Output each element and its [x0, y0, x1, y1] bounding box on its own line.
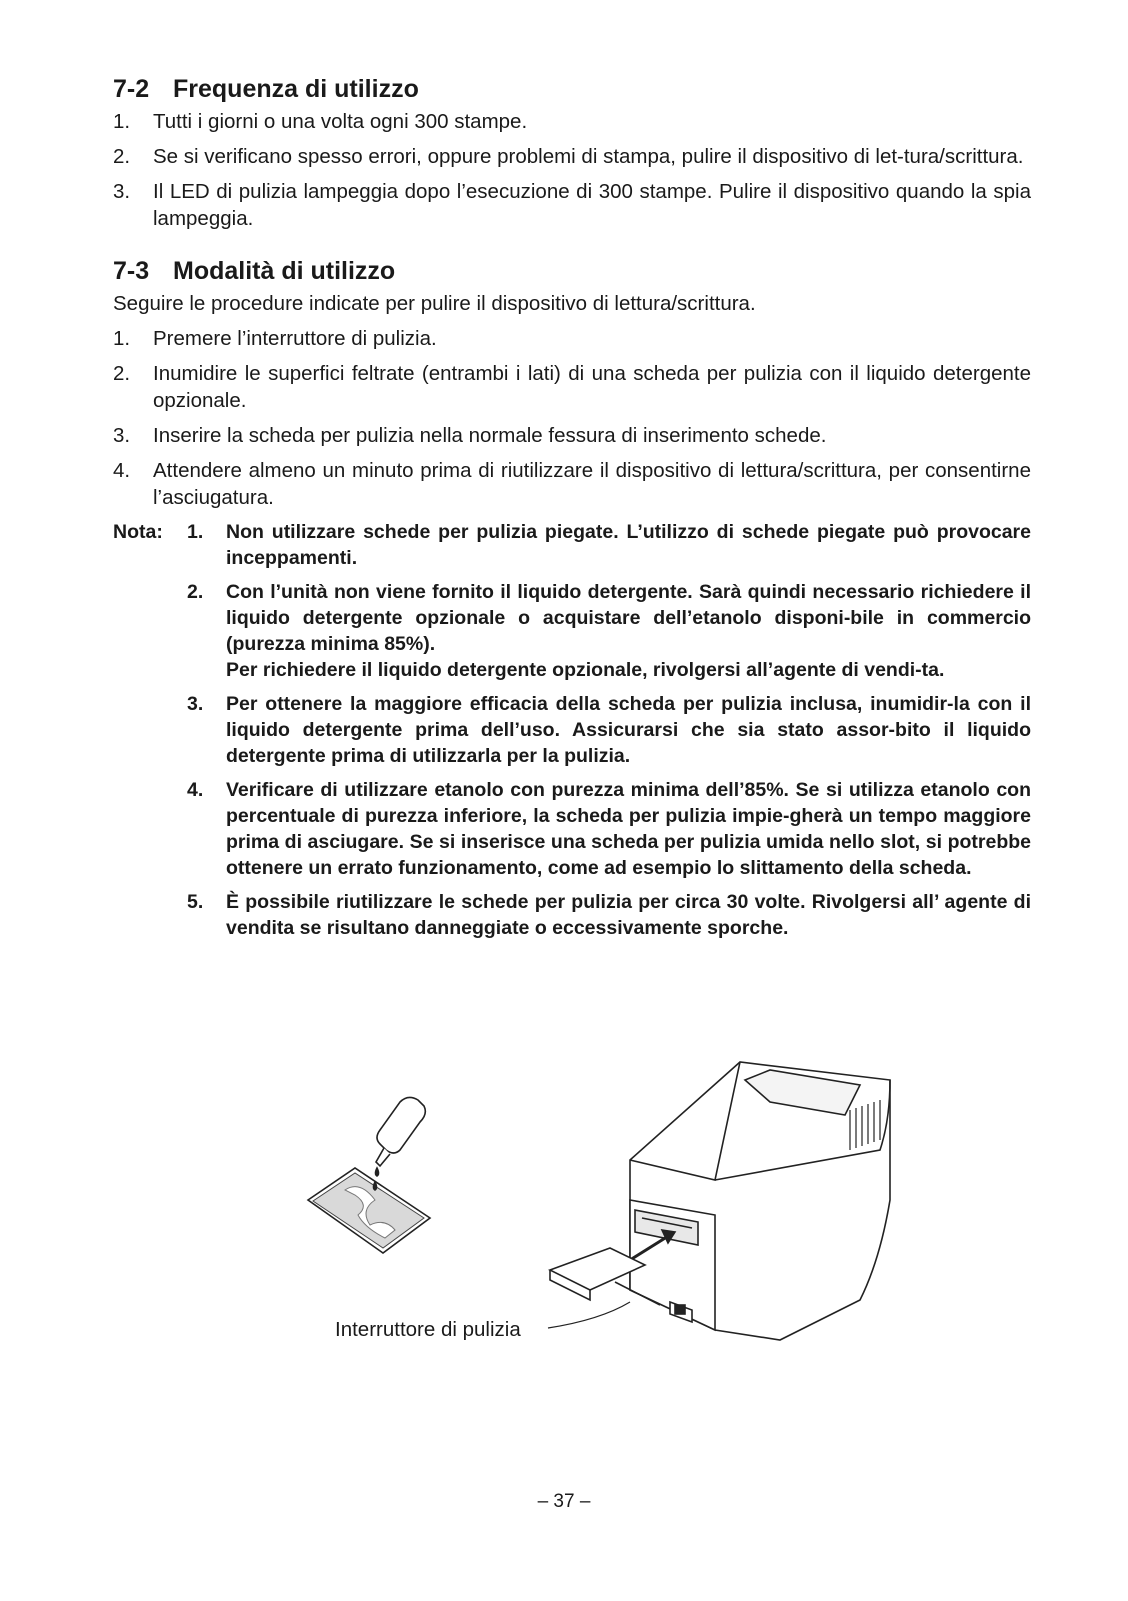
item-number: 3.: [113, 424, 131, 447]
section-intro: Seguire le procedure indicate per pulire il dispositivo di lettura/scrittura.: [113, 292, 756, 315]
item-text: Tutti i giorni o una volta ogni 300 stampe.: [153, 110, 528, 133]
note-text: Per ottenere la maggiore efficacia della scheda per pulizia inclusa, inumidir-la con il liquido detergente prima dell’uso. Assicurarsi che sia stato assor-bito il liquido detergente prima di utilizzarla per la pulizia.: [226, 693, 1031, 767]
section-title: Modalità di utilizzo: [173, 257, 396, 285]
page-content: [113, 74, 1031, 949]
item-text: Inumidire le superfici feltrate (entrambi i lati) di una scheda per pulizia con il liquido detergente opzionale.: [153, 362, 1031, 412]
item-number: 3.: [113, 180, 131, 203]
note-number: 4.: [187, 779, 204, 801]
note-text: Con l’unità non viene fornito il liquido detergente. Sarà quindi necessario richiedere il liquido detergente opzionale o acquistare dell’etanolo disponi-bile in commercio (purezza minima 85%).: [226, 581, 1031, 655]
notes-label: Nota:: [113, 521, 163, 543]
notes-list: [113, 519, 1031, 941]
list-item: [113, 457, 1031, 511]
procedure-list: [113, 325, 1031, 511]
note-text: Verificare di utilizzare etanolo con purezza minima dell’85%. Se si utilizza etanolo con percentuale di purezza inferiore, la scheda per pulizia impie-gherà un tempo maggiore prima di asciugare. Se si inserisce una scheda per pulizia umida nello slot, si potrebbe ottenere un errato funzionamento, come ad esempio lo slittamento della scheda.: [226, 779, 1031, 879]
list-item: [113, 143, 1031, 170]
item-text: Attendere almeno un minuto prima di riutilizzare il dispositivo di lettura/scrittura, per consentirne l’asciugatura.: [153, 459, 1031, 509]
item-text: Se si verificano spesso errori, oppure problemi di stampa, pulire il dispositivo di let-tura/scrittura.: [153, 145, 1024, 168]
note-item: [187, 889, 1031, 941]
cleaning-card-with-dropper: [308, 1097, 430, 1253]
item-number: 4.: [113, 459, 131, 482]
list-item: [113, 178, 1031, 232]
section-7-3-heading: [113, 256, 1031, 286]
item-text: Premere l’interruttore di pulizia.: [153, 327, 437, 350]
note-number: 1.: [187, 521, 204, 543]
card-printer: [550, 1062, 890, 1340]
notes-block: [113, 519, 1031, 941]
list-item: [113, 360, 1031, 414]
note-item: [187, 579, 1031, 683]
item-text: Il LED di pulizia lampeggia dopo l’esecuzione di 300 stampe. Pulire il dispositivo quando la spia lampeggia.: [153, 180, 1031, 230]
printer-cleaning-illustration: [300, 1050, 900, 1350]
note-number: 2.: [187, 581, 204, 603]
note-text-continued: Per richiedere il liquido detergente opzionale, rivolgersi all’agente di vendi-ta.: [226, 659, 945, 681]
item-number: 1.: [113, 110, 131, 133]
item-number: 2.: [113, 145, 131, 168]
note-item: [187, 691, 1031, 769]
section-number: 7-3: [113, 257, 150, 285]
page-number: – 37 –: [537, 1491, 591, 1512]
note-number: 5.: [187, 891, 204, 913]
item-text: Inserire la scheda per pulizia nella normale fessura di inserimento schede.: [153, 424, 827, 447]
list-item: [113, 422, 1031, 449]
frequency-list: [113, 108, 1031, 232]
section-title: Frequenza di utilizzo: [173, 75, 419, 103]
note-item: [187, 519, 1031, 571]
list-item: [113, 108, 1031, 135]
section-number: 7-2: [113, 75, 150, 103]
note-text: È possibile riutilizzare le schede per pulizia per circa 30 volte. Rivolgersi all’ agente di vendita se risultano danneggiate o eccessivamente sporche.: [226, 891, 1031, 939]
section-7-2-heading: [113, 74, 1031, 104]
callout-line: [548, 1302, 630, 1328]
note-number: 3.: [187, 693, 204, 715]
item-number: 2.: [113, 362, 131, 385]
note-item: [187, 777, 1031, 881]
list-item: [113, 325, 1031, 352]
item-number: 1.: [113, 327, 131, 350]
note-text: Non utilizzare schede per pulizia piegate. L’utilizzo di schede piegate può provocare inceppamenti.: [226, 521, 1031, 569]
figure-caption: Interruttore di pulizia: [335, 1318, 521, 1341]
